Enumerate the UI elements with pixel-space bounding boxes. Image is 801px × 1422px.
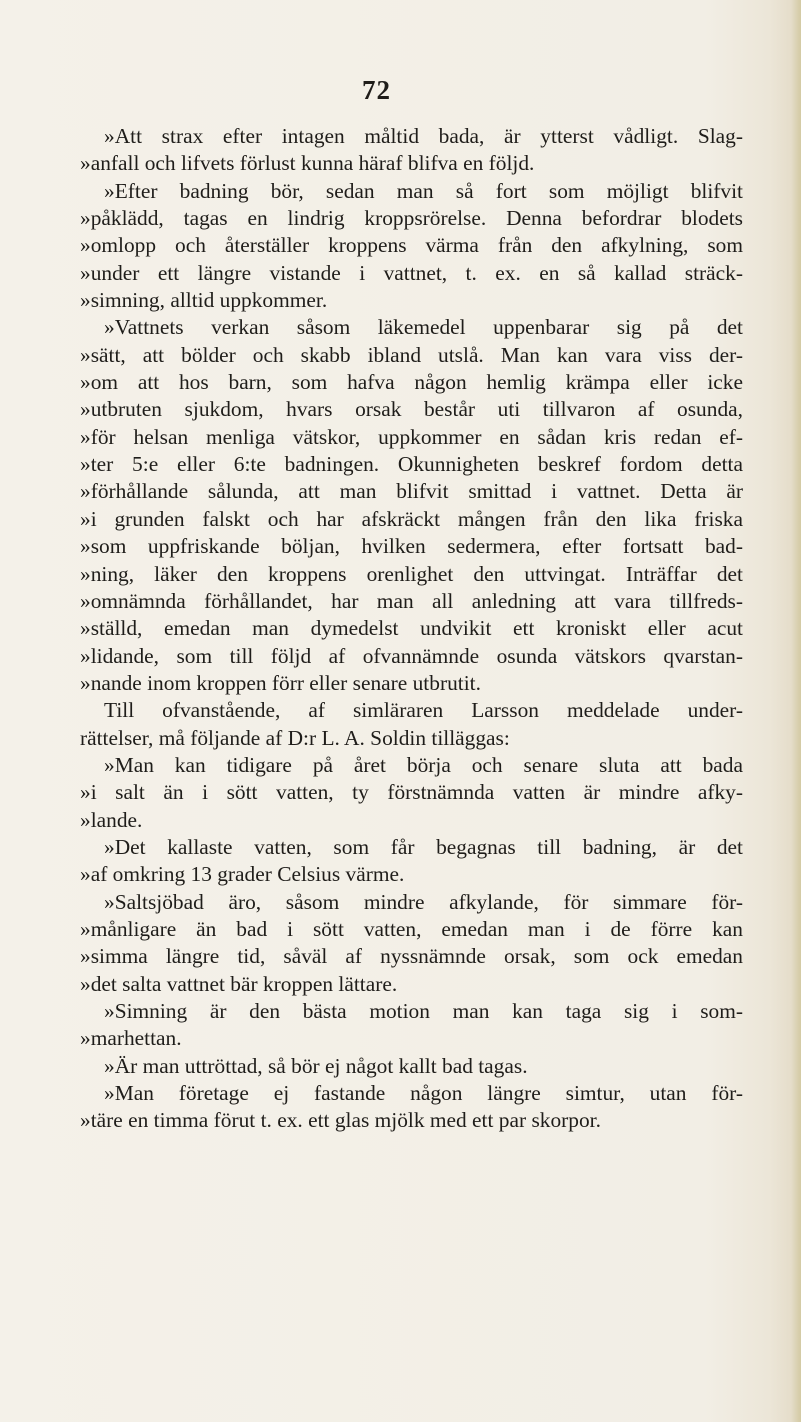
text-line: »Saltsjöbad äro, såsom mindre afkylande, för simmare för- <box>104 889 743 914</box>
text-line: »ter 5:e eller 6:te badningen. Okunnigheten beskref fordom detta <box>80 452 743 477</box>
text-line: »nande inom kroppen förr eller senare utbrutit. <box>80 670 481 695</box>
text-line: »som uppfriskande böljan, hvilken sedermera, efter fortsatt bad- <box>80 534 743 559</box>
text-line: »omnämnda förhållandet, har man all anledning att vara tillfreds- <box>80 588 743 613</box>
text-line: »Man företage ej fastande någon längre simtur, utan för- <box>104 1081 743 1106</box>
text-line: Till ofvanstående, af simläraren Larsson meddelade under- <box>104 698 743 723</box>
text-line: »utbruten sjukdom, hvars orsak består uti tillvaron af osunda, <box>80 397 743 422</box>
text-line: »lande. <box>80 807 143 832</box>
text-line: »ställd, emedan man dymedelst undvikit ett kroniskt eller acut <box>80 616 743 641</box>
text-line: »sätt, att bölder och skabb ibland utslå. Man kan vara viss der- <box>80 342 743 367</box>
text-line: »ning, läker den kroppens orenlighet den uttvingat. Inträffar det <box>80 561 743 586</box>
page-number: 72 <box>362 75 391 105</box>
text-line: »Är man uttröttad, så bör ej något kallt bad tagas. <box>104 1053 528 1078</box>
text-line: »marhettan. <box>80 1026 182 1051</box>
text-line: »månligare än bad i sött vatten, emedan man i de förre kan <box>80 916 743 941</box>
text-line: »anfall och lifvets förlust kunna häraf blifva en följd. <box>80 151 535 176</box>
text-line: »påklädd, tagas en lindrig kroppsrörelse. Denna befordrar blodets <box>80 206 743 231</box>
text-line: »Att strax efter intagen måltid bada, är ytterst vådligt. Slag- <box>104 124 743 148</box>
text-line: »för helsan menliga vätskor, uppkommer en sådan kris redan ef- <box>80 424 743 449</box>
body-text <box>80 123 743 1135</box>
text-line: »i salt än i sött vatten, ty förstnämnda vatten är mindre afky- <box>80 780 743 805</box>
text-line: »Det kallaste vatten, som får begagnas till badning, är det <box>104 834 743 859</box>
text-line: »omlopp och återställer kroppens värma från den afkylning, som <box>80 233 743 258</box>
text-line: »det salta vattnet bär kroppen lättare. <box>80 971 398 996</box>
text-line: »Man kan tidigare på året börja och senare sluta att bada <box>104 752 743 777</box>
text-line: »simma längre tid, såväl af nyssnämnde orsak, som ock emedan <box>80 944 743 969</box>
text-line: »Vattnets verkan såsom läkemedel uppenbarar sig på det <box>104 315 743 340</box>
text-line: »Efter badning bör, sedan man så fort som möjligt blifvit <box>104 178 743 203</box>
text-line: »simning, alltid uppkommer. <box>80 288 328 313</box>
text-line: »af omkring 13 grader Celsius värme. <box>80 862 405 887</box>
text-line: »förhållande sålunda, att man blifvit smittad i vattnet. Detta är <box>80 479 743 504</box>
text-line: »i grunden falskt och har afskräckt mången från den lika friska <box>80 506 743 531</box>
text-line: »Simning är den bästa motion man kan taga sig i som- <box>104 999 743 1023</box>
text-line: rättelser, må följande af D:r L. A. Soldin tilläggas: <box>80 725 510 750</box>
text-line: »under ett längre vistande i vattnet, t. ex. en så kallad sträck- <box>80 260 743 285</box>
text-line: »om att hos barn, som hafva någon hemlig krämpa eller icke <box>80 370 743 395</box>
text-line: »lidande, som till följd af ofvannämnde osunda vätskors qvarstan- <box>80 643 743 668</box>
page-edge-shadow <box>791 0 801 1422</box>
text-line: »täre en timma förut t. ex. ett glas mjölk med ett par skorpor. <box>80 1108 601 1133</box>
